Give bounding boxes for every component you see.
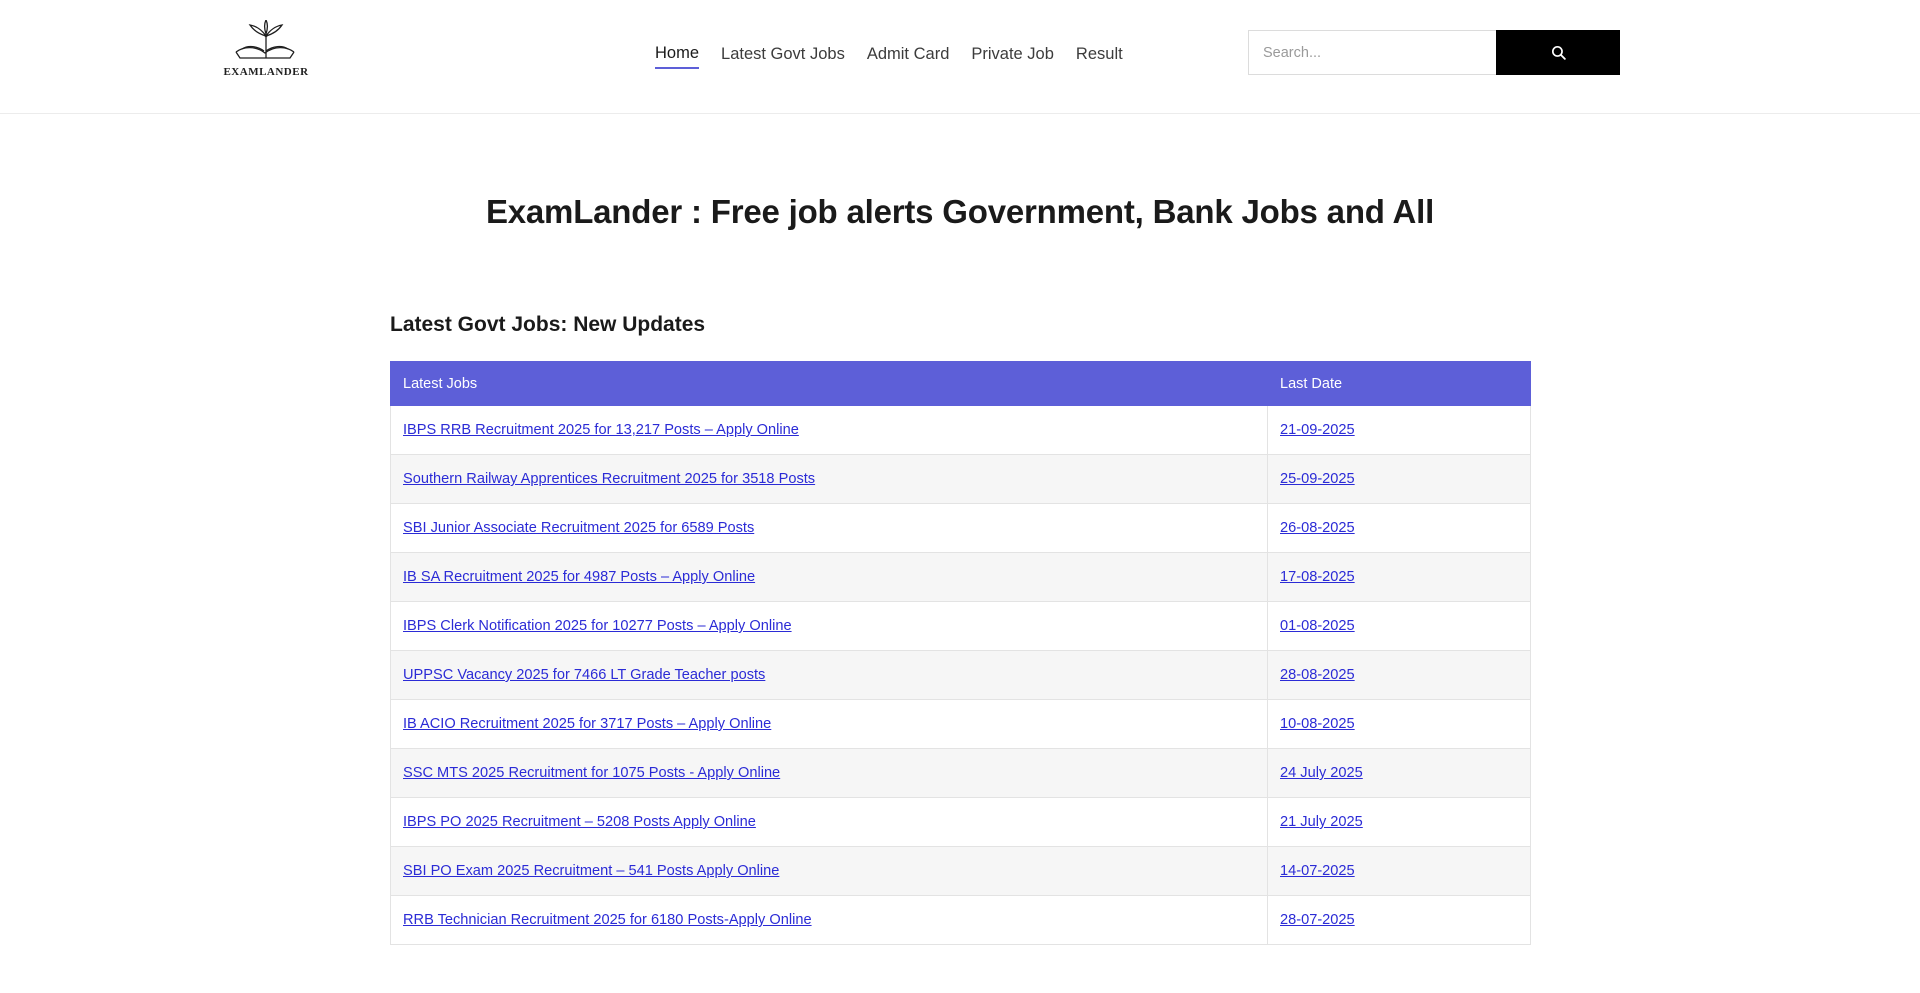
nav-item-result[interactable]: Result xyxy=(1075,45,1123,63)
job-cell xyxy=(391,651,1268,700)
job-link[interactable]: IBPS PO 2025 Recruitment – 5208 Posts Apply Online xyxy=(403,814,756,830)
main-content xyxy=(390,233,1530,945)
date-link[interactable]: 26-08-2025 xyxy=(1280,520,1355,536)
job-cell xyxy=(391,749,1268,798)
table-row xyxy=(391,455,1531,504)
table-row xyxy=(391,798,1531,847)
date-cell xyxy=(1268,602,1531,651)
job-cell xyxy=(391,896,1268,945)
job-cell xyxy=(391,798,1268,847)
job-link[interactable]: RRB Technician Recruitment 2025 for 6180 Posts-Apply Online xyxy=(403,912,812,928)
search-button[interactable] xyxy=(1496,30,1620,75)
section-heading: Latest Govt Jobs: New Updates xyxy=(390,313,706,336)
job-link[interactable]: UPPSC Vacancy 2025 for 7466 LT Grade Teacher posts xyxy=(403,667,766,683)
date-cell xyxy=(1268,700,1531,749)
job-cell xyxy=(391,602,1268,651)
date-cell xyxy=(1268,406,1531,455)
search-bar xyxy=(1248,30,1620,75)
table-row xyxy=(391,749,1531,798)
date-cell xyxy=(1268,504,1531,553)
nav-item-admit-card[interactable]: Admit Card xyxy=(866,45,950,63)
site-header xyxy=(0,0,1920,114)
table-row xyxy=(391,651,1531,700)
nav-item-home[interactable]: Home xyxy=(655,43,699,69)
job-cell xyxy=(391,455,1268,504)
table-row xyxy=(391,700,1531,749)
table-row xyxy=(391,504,1531,553)
column-header-last-date: Last Date xyxy=(1268,362,1531,406)
search-input[interactable] xyxy=(1248,30,1496,75)
date-cell xyxy=(1268,847,1531,896)
date-cell xyxy=(1268,896,1531,945)
job-link[interactable]: SBI Junior Associate Recruitment 2025 for 6589 Posts xyxy=(403,520,755,536)
job-link[interactable]: IB ACIO Recruitment 2025 for 3717 Posts – Apply Online xyxy=(403,716,772,732)
job-link[interactable]: SBI PO Exam 2025 Recruitment – 541 Posts Apply Online xyxy=(403,863,780,879)
site-logo[interactable] xyxy=(216,20,316,78)
column-header-latest-jobs: Latest Jobs xyxy=(391,362,1268,406)
date-link[interactable]: 01-08-2025 xyxy=(1280,618,1355,634)
job-link[interactable]: IB SA Recruitment 2025 for 4987 Posts – Apply Online xyxy=(403,569,756,585)
job-cell xyxy=(391,406,1268,455)
job-cell xyxy=(391,847,1268,896)
table-header-row xyxy=(391,362,1531,406)
job-link[interactable]: IBPS Clerk Notification 2025 for 10277 Posts – Apply Online xyxy=(403,618,792,634)
nav-item-latest-govt-jobs[interactable]: Latest Govt Jobs xyxy=(721,45,845,63)
date-link[interactable]: 24 July 2025 xyxy=(1280,765,1363,781)
date-cell xyxy=(1268,553,1531,602)
job-cell xyxy=(391,553,1268,602)
table-row xyxy=(391,896,1531,945)
page-title: ExamLander : Free job alerts Government, Bank Jobs and All xyxy=(485,193,1435,230)
job-link[interactable]: Southern Railway Apprentices Recruitment 2025 for 3518 Posts xyxy=(403,471,816,487)
date-cell xyxy=(1268,798,1531,847)
table-row xyxy=(391,553,1531,602)
jobs-table-container xyxy=(390,361,1530,945)
date-cell xyxy=(1268,651,1531,700)
date-link[interactable]: 21-09-2025 xyxy=(1280,422,1355,438)
date-cell xyxy=(1268,455,1531,504)
table-row xyxy=(391,406,1531,455)
job-cell xyxy=(391,700,1268,749)
logo-wordmark: EXAMLANDER xyxy=(223,66,309,78)
table-row xyxy=(391,602,1531,651)
main-navigation xyxy=(655,43,1123,69)
date-link[interactable]: 14-07-2025 xyxy=(1280,863,1355,879)
open-book-logo-icon xyxy=(230,20,302,64)
date-link[interactable]: 28-07-2025 xyxy=(1280,912,1355,928)
job-link[interactable]: SSC MTS 2025 Recruitment for 1075 Posts - Apply Online xyxy=(403,765,781,781)
nav-item-private-job[interactable]: Private Job xyxy=(971,45,1054,63)
date-link[interactable]: 21 July 2025 xyxy=(1280,814,1363,830)
job-link[interactable]: IBPS RRB Recruitment 2025 for 13,217 Posts – Apply Online xyxy=(403,422,799,438)
date-link[interactable]: 28-08-2025 xyxy=(1280,667,1355,683)
job-cell xyxy=(391,504,1268,553)
date-cell xyxy=(1268,749,1531,798)
hero-section xyxy=(0,114,1920,233)
table-row xyxy=(391,847,1531,896)
date-link[interactable]: 25-09-2025 xyxy=(1280,471,1355,487)
date-link[interactable]: 10-08-2025 xyxy=(1280,716,1355,732)
latest-jobs-table xyxy=(390,361,1531,945)
search-icon xyxy=(1550,44,1567,61)
date-link[interactable]: 17-08-2025 xyxy=(1280,569,1355,585)
